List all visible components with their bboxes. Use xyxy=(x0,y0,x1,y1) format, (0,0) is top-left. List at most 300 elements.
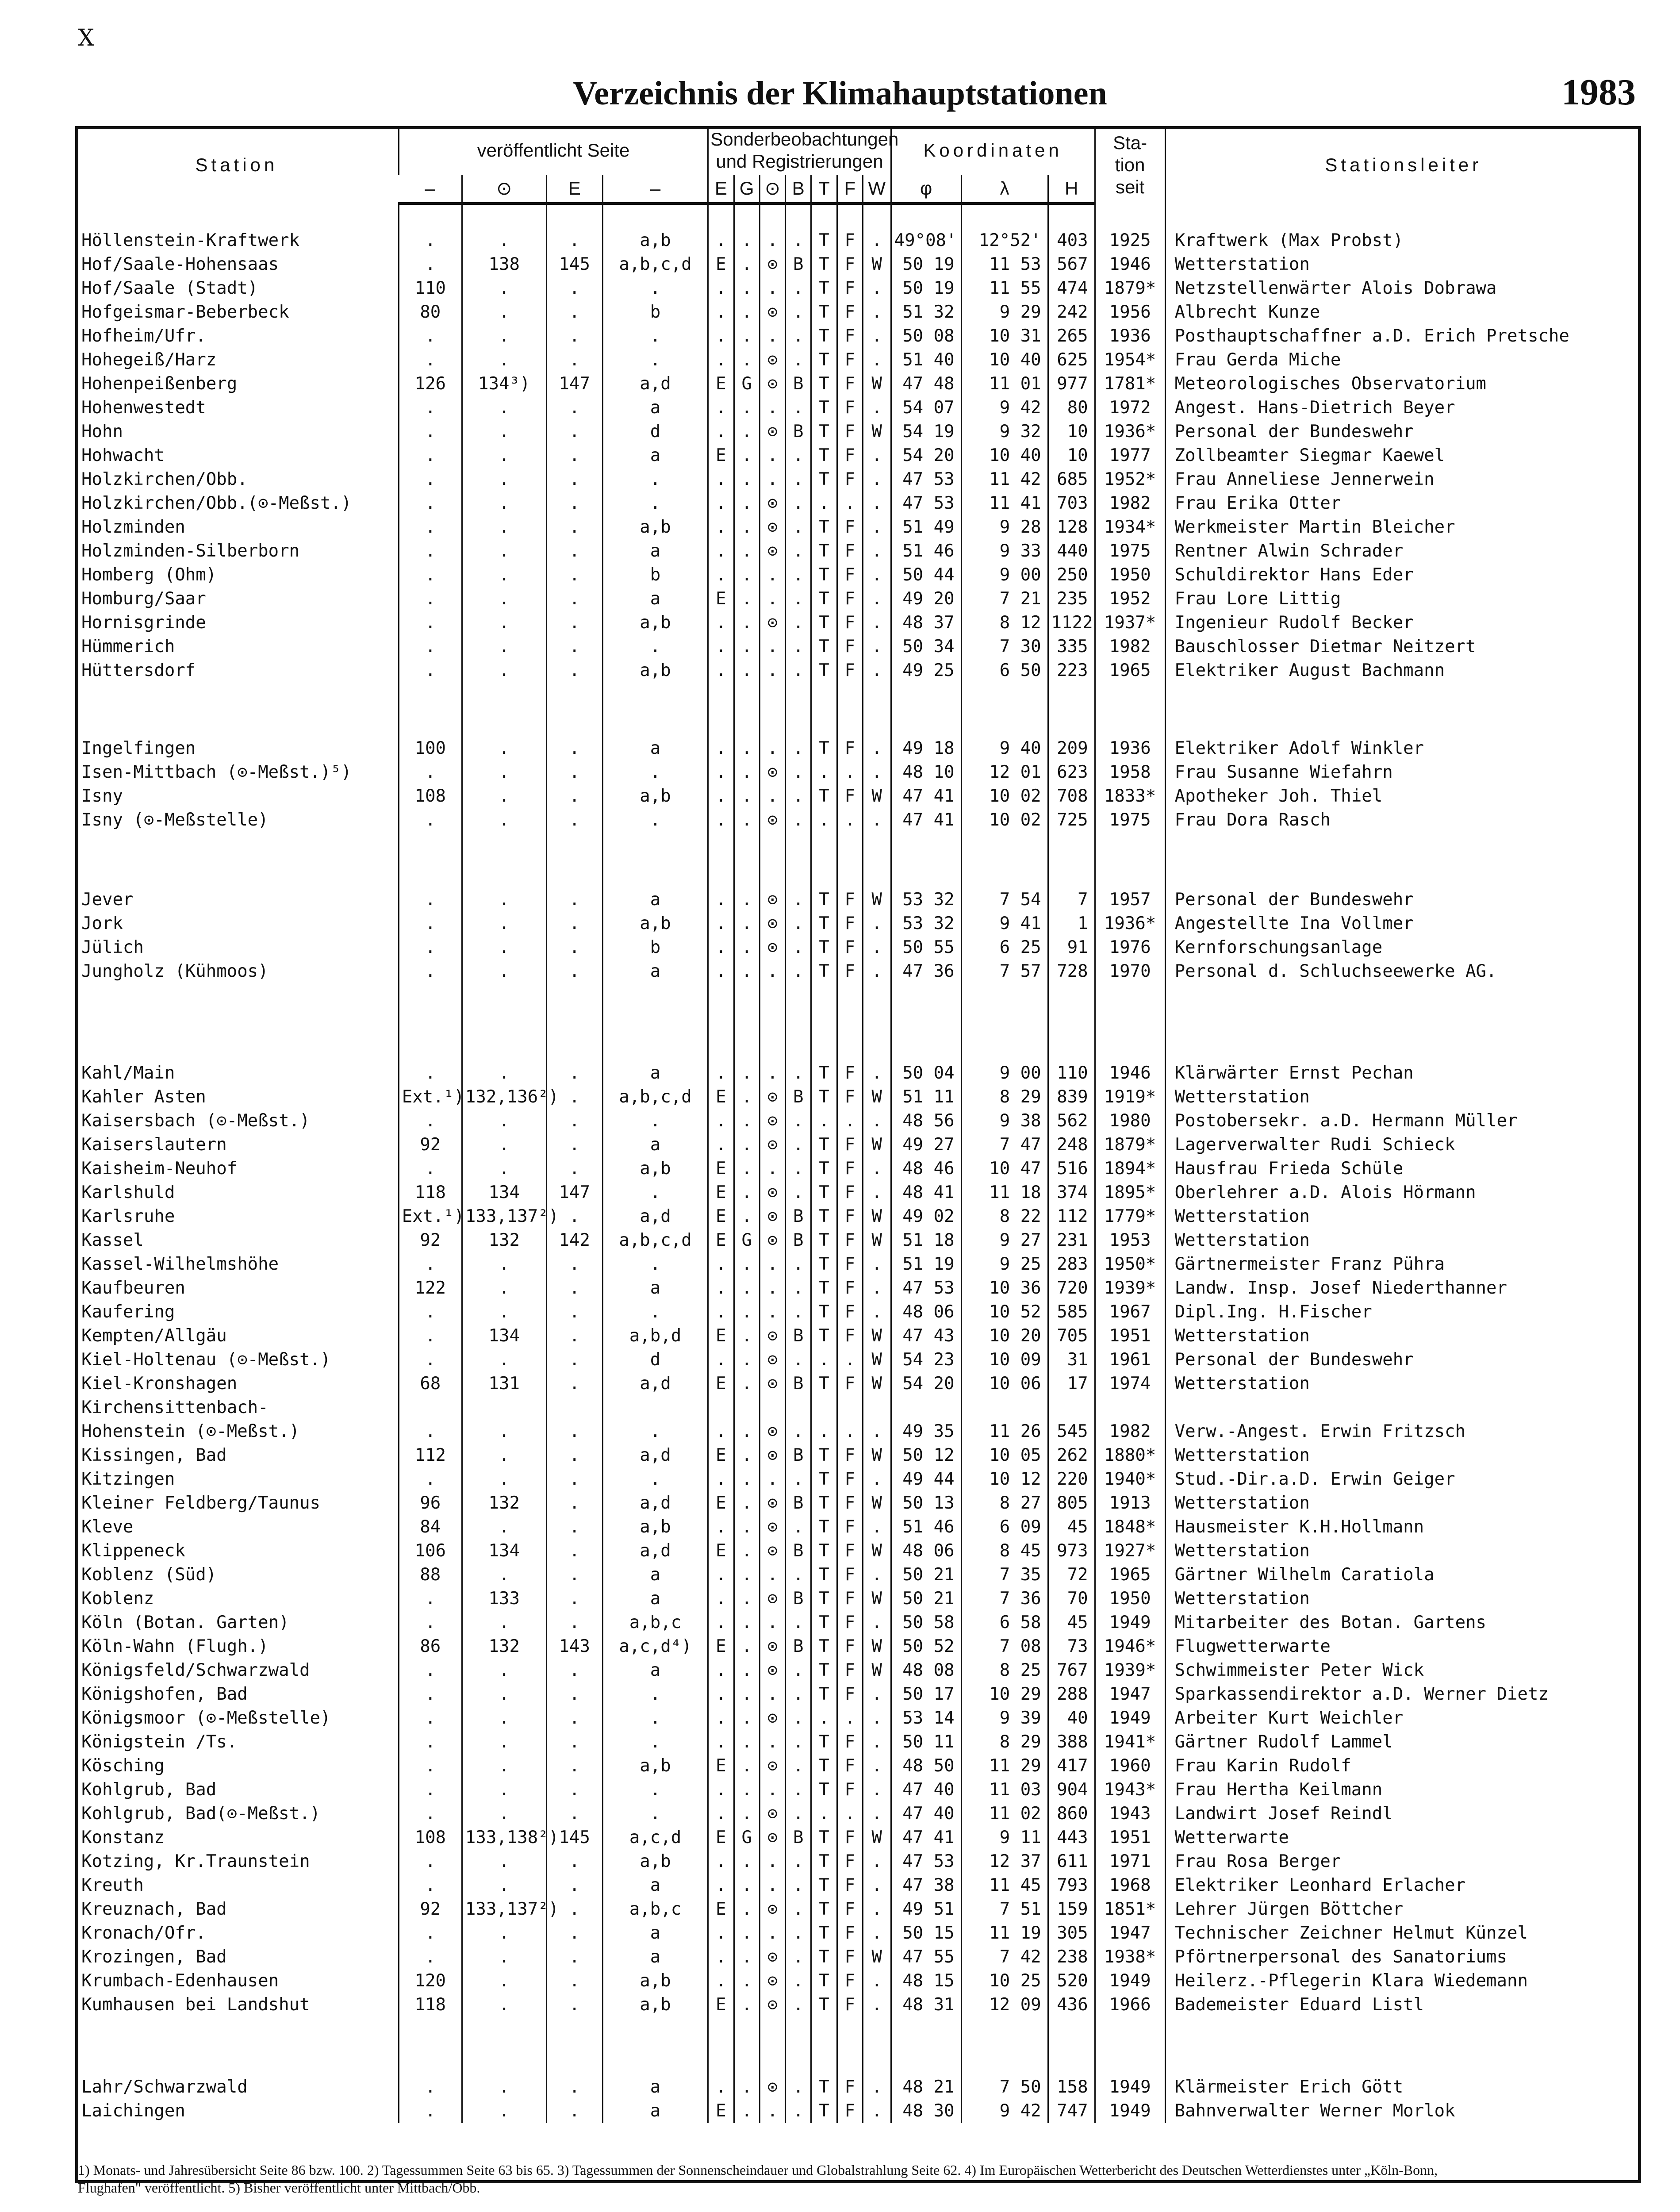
flag-b: . xyxy=(786,1276,811,1300)
latitude: 47 41 xyxy=(891,808,961,832)
flag-f: F xyxy=(837,888,863,912)
station-name: Kiel-Kronshagen xyxy=(81,1374,238,1394)
flag-b: . xyxy=(786,1109,811,1133)
station-name: Hüttersdorf xyxy=(81,661,196,680)
group-spacer xyxy=(75,832,1641,888)
flag-f: F xyxy=(837,253,863,276)
published-notes: a,d xyxy=(602,1491,708,1515)
elevation: 231 xyxy=(1048,1229,1095,1252)
station-name: Königsfeld/Schwarzwald xyxy=(81,1660,310,1680)
latitude: 51 46 xyxy=(891,1515,961,1539)
elevation: 238 xyxy=(1048,1945,1095,1969)
published-e-page: . xyxy=(546,2099,602,2123)
flag-e: . xyxy=(708,468,734,492)
flag-w: W xyxy=(863,1205,891,1229)
flag-f: F xyxy=(837,324,863,348)
table-row xyxy=(75,808,1641,832)
published-notes: a,b,c,d xyxy=(602,1085,708,1109)
flag-e: . xyxy=(708,808,734,832)
station-since: 1939* xyxy=(1095,1659,1165,1682)
spacer-cell xyxy=(399,983,462,1061)
published-notes: a xyxy=(602,888,708,912)
published-sun-page: 134 xyxy=(462,1324,546,1348)
flag-sun: ⊙ xyxy=(759,1635,785,1659)
published-sun-page: . xyxy=(462,1659,546,1682)
flag-t: T xyxy=(811,1850,837,1874)
flag-b: B xyxy=(786,1085,811,1109)
published-notes: a,b,c,d xyxy=(602,1229,708,1252)
published-page: . xyxy=(399,760,462,784)
published-notes: a,b xyxy=(602,611,708,635)
latitude: 50 52 xyxy=(891,1635,961,1659)
footnote-line: Flughafen" veröffentlicht. 5) Bisher veröffentlicht unter Mittbach/Obb. xyxy=(78,2180,480,2196)
published-notes: a,d xyxy=(602,372,708,396)
station-leader: Landwirt Josef Reindl xyxy=(1165,1802,1641,1826)
longitude: 7 36 xyxy=(961,1587,1048,1611)
station-name: Kirchensittenbach- xyxy=(81,1398,268,1417)
station-leader: Angestellte Ina Vollmer xyxy=(1165,912,1641,936)
table-row xyxy=(75,1515,1641,1539)
published-e-page: . xyxy=(546,324,602,348)
flag-g: . xyxy=(734,960,759,983)
table-row xyxy=(75,1276,1641,1300)
flag-t: T xyxy=(811,324,837,348)
published-notes: a,d xyxy=(602,1539,708,1563)
flag-e: . xyxy=(708,563,734,587)
flag-sun: . xyxy=(759,324,785,348)
flag-f: F xyxy=(837,1467,863,1491)
station-leader: Heilerz.-Pflegerin Klara Wiedemann xyxy=(1165,1969,1641,1993)
latitude: 47 53 xyxy=(891,468,961,492)
published-notes: a xyxy=(602,1874,708,1897)
flag-g: . xyxy=(734,2075,759,2099)
flag-sun: . xyxy=(759,444,785,468)
station-leader: Frau Gerda Miche xyxy=(1165,348,1641,372)
elevation: 725 xyxy=(1048,808,1095,832)
published-page: . xyxy=(399,348,462,372)
elevation: 516 xyxy=(1048,1157,1095,1181)
elevation: 235 xyxy=(1048,587,1095,611)
published-notes: a,b,c xyxy=(602,1611,708,1635)
flag-w: W xyxy=(863,1324,891,1348)
longitude: 6 50 xyxy=(961,659,1048,683)
flag-g: . xyxy=(734,1969,759,1993)
latitude: 54 20 xyxy=(891,1372,961,1396)
flag-sun: ⊙ xyxy=(759,1372,785,1396)
published-e-page: 142 xyxy=(546,1229,602,1252)
flag-e: . xyxy=(708,1515,734,1539)
published-e-page: . xyxy=(546,1682,602,1706)
flag-sun: . xyxy=(759,784,785,808)
spacer-cell xyxy=(1095,204,1165,229)
flag-b: . xyxy=(786,611,811,635)
flag-g: . xyxy=(734,1754,759,1778)
table-row xyxy=(75,1085,1641,1109)
flag-g: . xyxy=(734,1945,759,1969)
station-since: 1947 xyxy=(1095,1921,1165,1945)
station-leader: Elektriker August Bachmann xyxy=(1165,659,1641,683)
flag-f: F xyxy=(837,1276,863,1300)
published-page: . xyxy=(399,1467,462,1491)
latitude: 48 06 xyxy=(891,1300,961,1324)
published-sun-page: . xyxy=(462,1563,546,1587)
spacer-cell xyxy=(961,2017,1048,2075)
spacer-cell xyxy=(546,832,602,888)
elevation: 585 xyxy=(1048,1300,1095,1324)
published-page: . xyxy=(399,420,462,444)
flag-e: . xyxy=(708,635,734,659)
latitude: 47 40 xyxy=(891,1778,961,1802)
spacer-cell xyxy=(546,204,602,229)
flag-b: . xyxy=(786,808,811,832)
flag-e: E xyxy=(708,587,734,611)
published-e-page: . xyxy=(546,1539,602,1563)
flag-e: . xyxy=(708,936,734,960)
flag-w: . xyxy=(863,1515,891,1539)
flag-f: . xyxy=(837,1802,863,1826)
station-since: 1936 xyxy=(1095,324,1165,348)
spacer-cell xyxy=(961,832,1048,888)
spacer-cell xyxy=(399,204,462,229)
flag-w: W xyxy=(863,1826,891,1850)
table-row xyxy=(75,1205,1641,1229)
published-sun-page: 132 xyxy=(462,1229,546,1252)
flag-w: . xyxy=(863,1682,891,1706)
latitude: 48 37 xyxy=(891,611,961,635)
longitude: 10 36 xyxy=(961,1276,1048,1300)
latitude xyxy=(891,1396,961,1420)
station-name: Kaiserslautern xyxy=(81,1135,227,1155)
flag-t: T xyxy=(811,936,837,960)
flag-sun: . xyxy=(759,2099,785,2123)
spacer-cell xyxy=(759,832,785,888)
flag-w: . xyxy=(863,1802,891,1826)
station-leader: Personal der Bundeswehr xyxy=(1165,888,1641,912)
station-leader: Personal der Bundeswehr xyxy=(1165,1348,1641,1372)
station-since: 1936* xyxy=(1095,420,1165,444)
latitude: 49 18 xyxy=(891,737,961,760)
published-page: . xyxy=(399,635,462,659)
spacer-cell xyxy=(708,204,734,229)
latitude: 48 21 xyxy=(891,2075,961,2099)
flag-g: . xyxy=(734,276,759,300)
published-page: 92 xyxy=(399,1133,462,1157)
latitude: 48 50 xyxy=(891,1754,961,1778)
flag-f: F xyxy=(837,635,863,659)
flag-f: F xyxy=(837,276,863,300)
station-name: Kreuznach, Bad xyxy=(81,1899,227,1919)
station-since: 1946 xyxy=(1095,1061,1165,1085)
flag-t: T xyxy=(811,1635,837,1659)
longitude: 10 40 xyxy=(961,444,1048,468)
flag-t: T xyxy=(811,2099,837,2123)
published-page: . xyxy=(399,1587,462,1611)
published-sun-page: 133,138²) xyxy=(462,1826,546,1850)
published-sun-page: . xyxy=(462,1969,546,1993)
published-sun-page: . xyxy=(462,1061,546,1085)
flag-f: F xyxy=(837,468,863,492)
station-leader: Stud.-Dir.a.D. Erwin Geiger xyxy=(1165,1467,1641,1491)
published-sun-page: . xyxy=(462,936,546,960)
station-leader: Gärtnermeister Franz Pühra xyxy=(1165,1252,1641,1276)
flag-e: E xyxy=(708,1444,734,1467)
flag-t: . xyxy=(811,760,837,784)
station-since: 1961 xyxy=(1095,1348,1165,1372)
station-since: 1950 xyxy=(1095,563,1165,587)
flag-g: . xyxy=(734,808,759,832)
flag-w: W xyxy=(863,1635,891,1659)
published-page: . xyxy=(399,960,462,983)
flag-f: F xyxy=(837,1563,863,1587)
spacer-cell xyxy=(602,832,708,888)
station-since: 1968 xyxy=(1095,1874,1165,1897)
flag-sun: . xyxy=(759,1611,785,1635)
elevation: 973 xyxy=(1048,1539,1095,1563)
flag-f: . xyxy=(837,492,863,515)
published-e-page: . xyxy=(546,492,602,515)
flag-f: F xyxy=(837,1993,863,2017)
table-row xyxy=(75,659,1641,683)
header-pub-col: E xyxy=(546,175,602,204)
longitude: 10 06 xyxy=(961,1372,1048,1396)
published-e-page: . xyxy=(546,659,602,683)
flag-w: . xyxy=(863,276,891,300)
flag-f: F xyxy=(837,300,863,324)
station-since: 1970 xyxy=(1095,960,1165,983)
station-name: Jork xyxy=(81,914,123,933)
spacer-cell xyxy=(546,983,602,1061)
flag-e: E xyxy=(708,1826,734,1850)
header-station: Station xyxy=(195,154,278,175)
flag-sun: . xyxy=(759,1778,785,1802)
published-notes: a xyxy=(602,539,708,563)
flag-w: W xyxy=(863,1133,891,1157)
station-name: Kumhausen bei Landshut xyxy=(81,1995,310,2015)
flag-w: W xyxy=(863,1348,891,1372)
table-row xyxy=(75,1467,1641,1491)
longitude: 10 29 xyxy=(961,1682,1048,1706)
table-row xyxy=(75,912,1641,936)
flag-t: T xyxy=(811,276,837,300)
published-sun-page: . xyxy=(462,1730,546,1754)
table-row xyxy=(75,372,1641,396)
flag-e: . xyxy=(708,1969,734,1993)
flag-sun: ⊙ xyxy=(759,1515,785,1539)
flag-sun: . xyxy=(759,468,785,492)
flag-w: . xyxy=(863,300,891,324)
elevation: 158 xyxy=(1048,2075,1095,2099)
flag-w: . xyxy=(863,1993,891,2017)
published-sun-page xyxy=(462,1396,546,1420)
station-leader: Wetterwarte xyxy=(1165,1826,1641,1850)
elevation: 283 xyxy=(1048,1252,1095,1276)
published-e-page: . xyxy=(546,1754,602,1778)
published-page: . xyxy=(399,229,462,253)
station-leader: Oberlehrer a.D. Alois Hörmann xyxy=(1165,1181,1641,1205)
table-row xyxy=(75,420,1641,444)
flag-sun: ⊙ xyxy=(759,1181,785,1205)
longitude: 12 09 xyxy=(961,1993,1048,2017)
elevation: 45 xyxy=(1048,1515,1095,1539)
published-page: 110 xyxy=(399,276,462,300)
flag-g: . xyxy=(734,737,759,760)
flag-f: F xyxy=(837,1682,863,1706)
latitude: 53 32 xyxy=(891,912,961,936)
station-since: 1781* xyxy=(1095,372,1165,396)
flag-g: . xyxy=(734,420,759,444)
table-row xyxy=(75,1850,1641,1874)
flag-g: . xyxy=(734,1706,759,1730)
longitude: 11 19 xyxy=(961,1921,1048,1945)
flag-sun: . xyxy=(759,1276,785,1300)
published-page: . xyxy=(399,1061,462,1085)
table-row xyxy=(75,1730,1641,1754)
flag-e: E xyxy=(708,1157,734,1181)
latitude: 51 11 xyxy=(891,1085,961,1109)
latitude: 47 41 xyxy=(891,784,961,808)
spacer-cell xyxy=(863,983,891,1061)
published-sun-page: 138 xyxy=(462,253,546,276)
flag-g: . xyxy=(734,1467,759,1491)
published-e-page: . xyxy=(546,1969,602,1993)
spacer-cell xyxy=(891,832,961,888)
published-page: . xyxy=(399,492,462,515)
flag-e: . xyxy=(708,912,734,936)
longitude: 7 42 xyxy=(961,1945,1048,1969)
published-page: . xyxy=(399,1706,462,1730)
flag-g: . xyxy=(734,1444,759,1467)
elevation: 72 xyxy=(1048,1563,1095,1587)
station-since: 1913 xyxy=(1095,1491,1165,1515)
flag-b: . xyxy=(786,348,811,372)
spacer-cell xyxy=(602,683,708,737)
flag-w: . xyxy=(863,635,891,659)
flag-w: . xyxy=(863,1874,891,1897)
published-e-page: . xyxy=(546,1205,602,1229)
header-special-col: E xyxy=(708,175,734,204)
elevation: 220 xyxy=(1048,1467,1095,1491)
flag-g: . xyxy=(734,936,759,960)
table-row xyxy=(75,1659,1641,1682)
elevation: 443 xyxy=(1048,1826,1095,1850)
published-notes: a,b xyxy=(602,229,708,253)
station-name: Koblenz (Süd) xyxy=(81,1565,217,1585)
flag-g: . xyxy=(734,1252,759,1276)
published-e-page: . xyxy=(546,1659,602,1682)
flag-t: . xyxy=(811,1109,837,1133)
station-name: Königstein /Ts. xyxy=(81,1732,238,1752)
flag-t: T xyxy=(811,1252,837,1276)
latitude: 49 25 xyxy=(891,659,961,683)
published-notes: b xyxy=(602,563,708,587)
flag-e: . xyxy=(708,348,734,372)
flag-b: . xyxy=(786,587,811,611)
published-e-page: . xyxy=(546,1467,602,1491)
published-page: 88 xyxy=(399,1563,462,1587)
station-leader: Elektriker Leonhard Erlacher xyxy=(1165,1874,1641,1897)
station-name: Hof/Saale-Hohensaas xyxy=(81,254,279,274)
published-page: . xyxy=(399,1611,462,1635)
flag-sun: ⊙ xyxy=(759,1802,785,1826)
flag-w: W xyxy=(863,1587,891,1611)
station-since: 1851* xyxy=(1095,1897,1165,1921)
flag-g: . xyxy=(734,784,759,808)
published-e-page: . xyxy=(546,1300,602,1324)
flag-f: F xyxy=(837,1635,863,1659)
flag-b: . xyxy=(786,912,811,936)
published-page: . xyxy=(399,515,462,539)
latitude: 51 18 xyxy=(891,1229,961,1252)
spacer-cell xyxy=(1048,983,1095,1061)
longitude: 9 32 xyxy=(961,420,1048,444)
spacer-cell xyxy=(811,983,837,1061)
flag-w: . xyxy=(863,2099,891,2123)
flag-b: . xyxy=(786,1611,811,1635)
flag-e: E xyxy=(708,1372,734,1396)
elevation: 567 xyxy=(1048,253,1095,276)
flag-w: . xyxy=(863,808,891,832)
latitude: 53 14 xyxy=(891,1706,961,1730)
flag-b: . xyxy=(786,515,811,539)
flag-sun: ⊙ xyxy=(759,1324,785,1348)
flag-sun: . xyxy=(759,1682,785,1706)
flag-b: . xyxy=(786,1778,811,1802)
published-sun-page: . xyxy=(462,444,546,468)
published-sun-page: . xyxy=(462,1420,546,1444)
station-since: 1879* xyxy=(1095,276,1165,300)
station-name: Kohlgrub, Bad(⊙-Meßst.) xyxy=(81,1804,321,1824)
station-name: Ingelfingen xyxy=(81,738,196,758)
published-e-page: . xyxy=(546,1850,602,1874)
station-since: 1960 xyxy=(1095,1754,1165,1778)
spacer-cell xyxy=(837,832,863,888)
published-page: 108 xyxy=(399,1826,462,1850)
station-leader: Frau Hertha Keilmann xyxy=(1165,1778,1641,1802)
flag-b: B xyxy=(786,420,811,444)
table-row xyxy=(75,253,1641,276)
station-since: 1975 xyxy=(1095,808,1165,832)
spacer-cell xyxy=(786,2017,811,2075)
station-leader: Flugwetterwarte xyxy=(1165,1635,1641,1659)
published-page: 92 xyxy=(399,1229,462,1252)
flag-g: . xyxy=(734,1181,759,1205)
flag-g: . xyxy=(734,563,759,587)
published-notes: d xyxy=(602,420,708,444)
flag-b: . xyxy=(786,2099,811,2123)
table-row xyxy=(75,1539,1641,1563)
flag-e: . xyxy=(708,420,734,444)
latitude: 54 19 xyxy=(891,420,961,444)
flag-e xyxy=(708,1396,734,1420)
spacer-cell xyxy=(786,683,811,737)
published-notes: a,b xyxy=(602,1157,708,1181)
published-sun-page: . xyxy=(462,1706,546,1730)
station-leader: Bademeister Eduard Listl xyxy=(1165,1993,1641,2017)
flag-g: . xyxy=(734,1085,759,1109)
station-since: 1919* xyxy=(1095,1085,1165,1109)
flag-g: . xyxy=(734,1897,759,1921)
station-name: Klippeneck xyxy=(81,1541,185,1561)
table-row xyxy=(75,1945,1641,1969)
flag-f: . xyxy=(837,1706,863,1730)
header-pub-col: – xyxy=(399,175,462,204)
station-since: 1977 xyxy=(1095,444,1165,468)
elevation: 110 xyxy=(1048,1061,1095,1085)
station-since: 1938* xyxy=(1095,1945,1165,1969)
spacer-cell xyxy=(1048,832,1095,888)
flag-e: . xyxy=(708,659,734,683)
spacer-cell xyxy=(786,204,811,229)
